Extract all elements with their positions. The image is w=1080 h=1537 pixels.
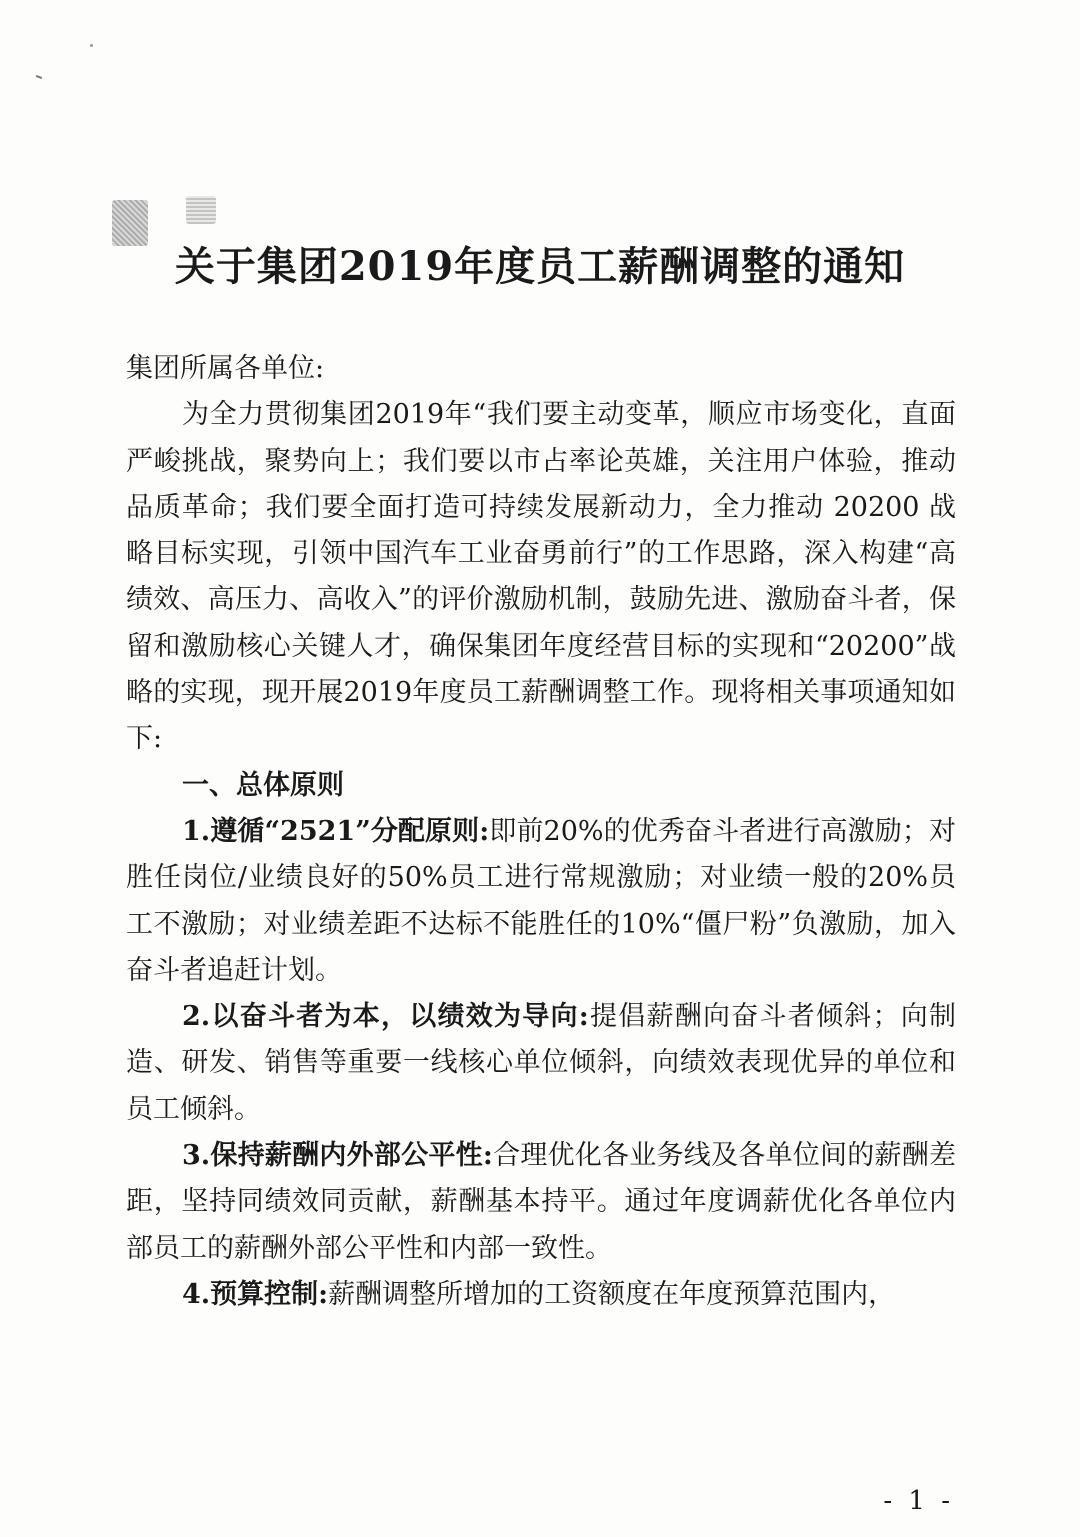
- salutation: 集团所属各单位:: [126, 353, 325, 384]
- document-title: 关于集团2019年度员工薪酬调整的通知: [174, 243, 906, 290]
- document-body: [126, 346, 956, 1318]
- principle-item: [126, 1133, 956, 1272]
- page-number: - 1 -: [883, 1486, 954, 1516]
- principle-text: 合理优化各业务线及各单位间的薪酬差距，坚持同绩效同贡献，薪酬基本持平。通过年度调薪优化各单位内部员工的薪酬外部公平性和内部一致性。: [126, 1140, 956, 1264]
- principle-item: [126, 1272, 956, 1318]
- scan-speck: [36, 75, 42, 79]
- principle-lead: 2.以奋斗者为本，以绩效为导向:: [182, 1001, 589, 1033]
- intro-paragraph: 为全力贯彻集团2019年“我们要主动变革，顺应市场变化，直面严峻挑战，聚势向上；我们要以市占率论英雄，关注用户体验，推动品质革命；我们要全面打造可持续发展新动力，全力推动 20200 战略目标实现，引领中国汽车工业奋勇前行”的工作思路，深入构建“高绩效、高压力、高收入”的评价激励机制，鼓励先进、激励奋斗者，保留和激励核心关键人才，确保集团年度经营目标的实现和“20200”战略的实现，现开展2019年度员工薪酬调整工作。现将相关事项通知如下:: [126, 399, 956, 755]
- principle-text: 提倡薪酬向奋斗者倾斜；向制造、研发、销售等重要一线核心单位倾斜，向绩效表现优异的单位和员工倾斜。: [126, 1001, 956, 1125]
- principle-lead: 3.保持薪酬内外部公平性:: [182, 1140, 493, 1172]
- principle-lead: 1.遵循“2521”分配原则:: [182, 815, 490, 847]
- section-heading: 一、总体原则: [182, 769, 344, 801]
- redaction-mark: [186, 196, 216, 224]
- principle-text: 即前20%的优秀奋斗者进行高激励；对胜任岗位/业绩良好的50%员工进行常规激励；对业绩一般的20%员工不激励；对业绩差距不达标不能胜任的10%“僵尸粉”负激励，加入奋斗者追赶计划。: [126, 815, 956, 986]
- principle-text: 薪酬调整所增加的工资额度在年度预算范围内，: [328, 1278, 896, 1310]
- principle-lead: 4.预算控制:: [182, 1278, 329, 1310]
- principle-item: [126, 809, 956, 994]
- principle-item: [126, 994, 956, 1133]
- scan-speck: [90, 44, 93, 47]
